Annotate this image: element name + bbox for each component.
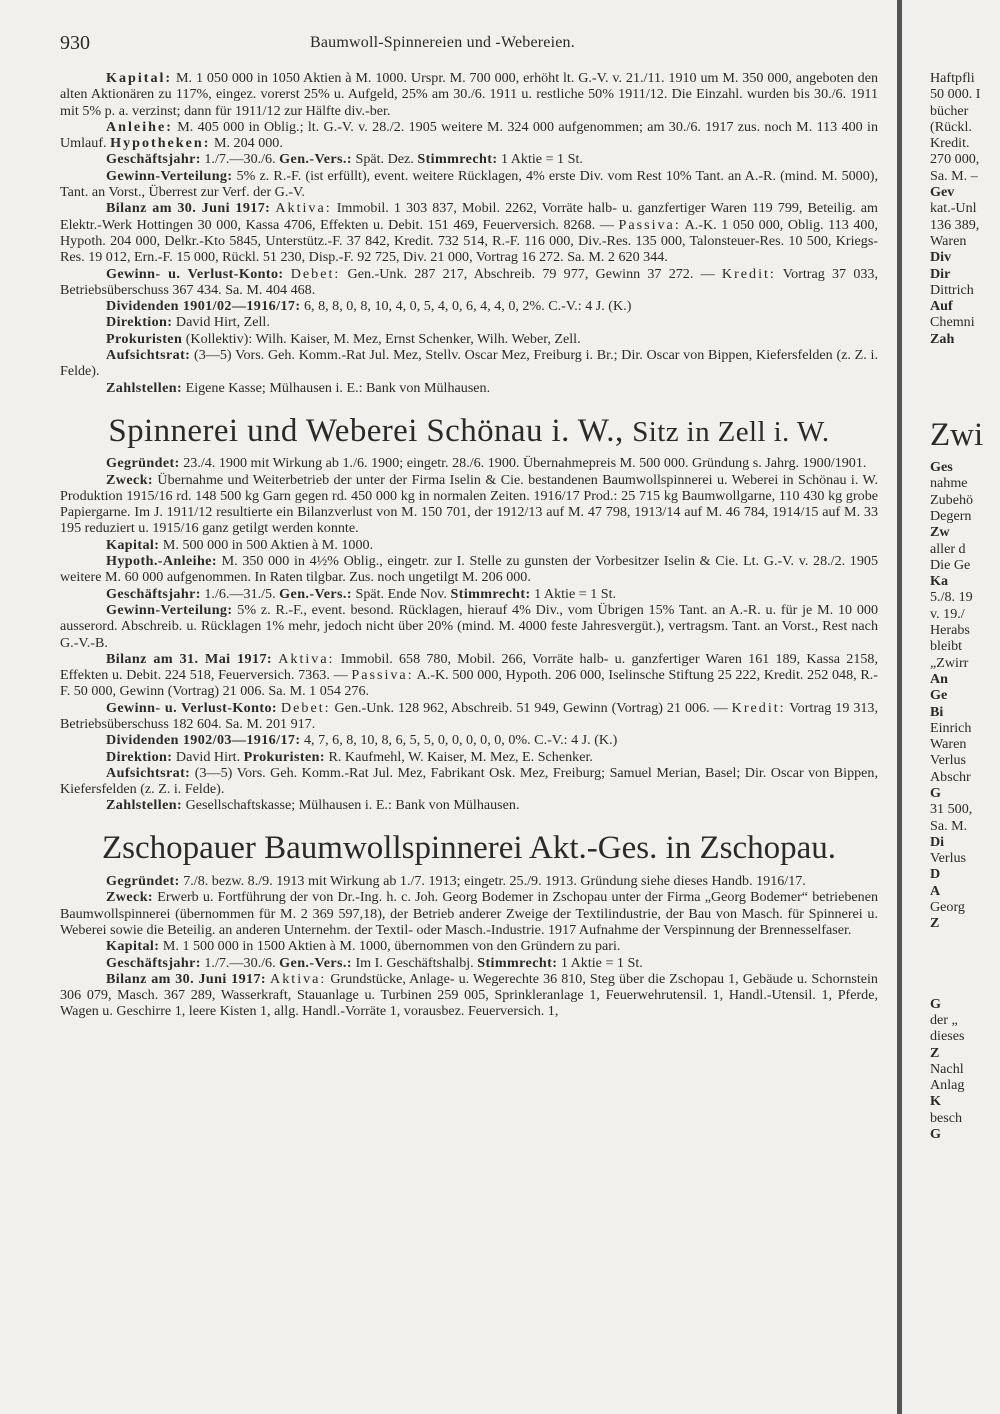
geschaeftsjahr-paragraph: Geschäftsjahr: 1./7.—30./6. Gen.-Vers.: Spät. Dez. Stimmrecht: 1 Aktie = 1 St. bbox=[106, 151, 583, 168]
kapital-paragraph: Kapital: M. 1 500 000 in 1500 Aktien à M. 1000, übernommen von den Gründern zu pari. bbox=[106, 938, 621, 955]
page-number: 930 bbox=[60, 32, 90, 54]
fragment-line: Ka bbox=[930, 573, 949, 590]
adjacent-page-fragment bbox=[930, 70, 1000, 1142]
page-gutter-divider bbox=[897, 0, 902, 1414]
fragment-line: Z bbox=[930, 915, 940, 932]
guv-paragraph: Gewinn- u. Verlust-Konto: Debet: Gen.-Unk. 128 962, Abschreib. 51 949, Gewinn (Vortrag) 21 006. — Kredit: Vortrag 19 313, Betriebsüberschuss 182 604. Sa. M. 201 917. bbox=[60, 699, 878, 732]
fragment-line: Zah bbox=[930, 330, 955, 347]
entry-schoenau bbox=[60, 412, 879, 814]
fragment-line: Waren bbox=[930, 232, 967, 249]
fragment-line: An bbox=[930, 670, 949, 687]
bilanz-paragraph: Bilanz am 31. Mai 1917: Aktiva: Immobil. 658 780, Mobil. 266, Vorräte halb- u. ganzfertiger Waren 161 189, Kassa 2158, Effekten u. Debit. 224 518, Feuerversich. 7363. — Passiva: A.-K. 500 000, Hypoth. 206 000, Iselinsche Stiftung 25 222, Kredit. 252 048, R.-F. 50 000, Gewinn (Vortrag) 21 006. Sa. M. 1 054 276. bbox=[60, 650, 878, 700]
bilanz-paragraph: Bilanz am 30. Juni 1917: Aktiva: Grundstücke, Anlage- u. Wegerechte 36 810, Steg über die Zschopau 1, Gebäude u. Schornstein 306 079, Masch. 367 289, Wasserkraft, Stauanlage u. Turbinen 259 005, Sprinkleranlage 1, Feuerwehrutensil. 1, Handl.-Utensil. 1, Pferde, Wagen u. Geschirre 1, leere Kisten 1, allg. Handl.-Vorräte 1, vorausbez. Feuerversich. 1, bbox=[60, 970, 878, 1020]
direktion-paragraph: Direktion: David Hirt. Prokuristen: R. Kaufmehl, W. Kaiser, M. Mez, E. Schenker. bbox=[106, 748, 593, 765]
fragment-line: Di bbox=[930, 833, 945, 850]
fragment-line: Gev bbox=[930, 184, 955, 201]
fragment-line: Div bbox=[930, 249, 952, 266]
fragment-line: bücher bbox=[930, 102, 969, 119]
fragment-line: Herabs bbox=[930, 622, 970, 639]
fragment-line: kat.-Unl bbox=[930, 200, 977, 217]
fragment-line: Zubehö bbox=[930, 491, 974, 508]
fragment-line: Verlus bbox=[930, 850, 967, 867]
fragment-line: Waren bbox=[930, 736, 967, 753]
fragment-line: „Zwirr bbox=[930, 654, 969, 671]
gewinn-verteilung-paragraph: Gewinn-Verteilung: 5% z. R.-F. (ist erfüllt), event. weitere Rücklagen, 4% erste Div. vom Rest 10% Tant. an A.-R. (mind. M. 5000), Tant. an Vorst., Überrest zur Verf. der G.-V. bbox=[60, 167, 878, 201]
fragment-line: Haftpfli bbox=[930, 70, 975, 86]
fragment-line: 136 389, bbox=[930, 216, 980, 233]
geschaeftsjahr-paragraph: Geschäftsjahr: 1./6.—31./5. Gen.-Vers.: Spät. Ende Nov. Stimmrecht: 1 Aktie = 1 St. bbox=[106, 585, 617, 602]
gewinn-verteilung-paragraph: Gewinn-Verteilung: 5% z. R.-F., event. besond. Rücklagen, hierauf 4% Div., vom Übrigen 15% Tant. an A.-R. u. für je M. 10 000 ausserord. Abschreib. u. Rücklagen 1% mehr, jedoch nicht über 20% (mind. M. 4000 feste Jahresvergüt.), vertragsm. Tant. an Vorst., Rest nach G.-V.-B. bbox=[60, 601, 879, 651]
kapital-paragraph: Kapital: M. 500 000 in 500 Aktien à M. 1000. bbox=[106, 536, 374, 553]
main-column bbox=[60, 70, 878, 1020]
zweck-paragraph: Zweck: Übernahme und Weiterbetrieb der unter der Firma Iselin & Cie. bestandenen Baumwollspinnerei u. Weberei in Schönau i. W. Produktion 1915/16 rd. 148 500 kg Garn gegen rd. 450 000 kg in normalen Zeiten. 1916/17 Prod.: 25 715 kg Baumwollgarne, 110 430 kg grobe Papiergarne. Im J. 1911/12 resultierte ein Bilanzverlust von M. 150 701, der 1912/13 auf M. 47 798, 1913/14 auf M. 46 784, 1914/15 auf M. 33 195 reduziert u. 1915/16 ganz getilgt werden konnte. bbox=[60, 471, 879, 537]
fragment-gap bbox=[930, 347, 1000, 379]
fragment-line: G bbox=[930, 784, 941, 801]
fragment-line: Dir bbox=[930, 265, 951, 282]
geschaeftsjahr-paragraph: Geschäftsjahr: 1./7.—30./6. Gen.-Vers.: Im I. Geschäftshalbj. Stimmrecht: 1 Aktie = 1 St. bbox=[106, 954, 643, 971]
bilanz-paragraph: Bilanz am 30. Juni 1917: Aktiva: Immobil. 1 303 837, Mobil. 2262, Vorräte halb- u. ganzfertiger Waren 119 799, Beteilig. am Elektr.-Werk Hottingen 30 000, Kassa 4706, Effekten u. Debit. 151 469, Feuerversich. 8268. — Passiva: A.-K. 1 050 000, Oblig. 113 400, Hypoth. 204 000, Delkr.-Kto 5845, Unterstütz.-F. 37 842, Kredit. 732 514, R.-F. 116 000, Div.-Res. 135 000, Talonsteuer-Res. 10 500, Kriegs-Res. 19 012, Ern.-F. 15 000, Rückl. 51 230, Disp.-F. 92 725, Div. 21 000, Vortrag 16 272. Sa. M. 2 620 344. bbox=[60, 200, 879, 266]
direktion-paragraph: Direktion: David Hirt, Zell. bbox=[106, 314, 270, 331]
fragment-line: D bbox=[930, 866, 941, 883]
guv-paragraph: Gewinn- u. Verlust-Konto: Debet: Gen.-Unk. 287 217, Abschreib. 79 977, Gewinn 37 272. — Kredit: Vortrag 37 033, Betriebsüberschuss 367 434. Sa. M. 404 468. bbox=[60, 265, 878, 298]
fragment-line: Degern bbox=[930, 507, 972, 524]
fragment-line: aller d bbox=[930, 540, 966, 557]
fragment-line: der „ bbox=[930, 1011, 958, 1028]
fragment-line: 50 000. I bbox=[930, 86, 981, 103]
fragment-line: Georg bbox=[930, 899, 965, 916]
zweck-paragraph: Zweck: Erwerb u. Fortführung der von Dr.-Ing. h. c. Joh. Georg Bodemer in Zschopau unter der Firma „Georg Bodemer“ betriebenen Baumwollspinnerei (übernommen für M. 2 369 597,18), der Betrieb anderer Zweige der Textilindustrie, der Bau von Masch. für Spinnerei u. Weberei sowie die Beteilig. an anderen Unternehm. der Textil- oder Masch.-Industrie. 1917 Aufnahme der Verspinnung der Brennesselfaser. bbox=[60, 889, 878, 938]
fragment-line: Sa. M. – bbox=[930, 167, 978, 184]
fragment-gap bbox=[930, 932, 1000, 964]
fragment-gap bbox=[930, 964, 1000, 996]
zahlstellen-paragraph: Zahlstellen: Eigene Kasse; Mülhausen i. E.: Bank von Mülhausen. bbox=[106, 379, 491, 396]
zahlstellen-paragraph: Zahlstellen: Gesellschaftskasse; Mülhausen i. E.: Bank von Mülhausen. bbox=[106, 797, 520, 814]
entry-continued bbox=[60, 70, 878, 396]
fragment-line: Auf bbox=[930, 298, 953, 315]
fragment-line: Einrich bbox=[930, 719, 972, 736]
fragment-title: Zwi bbox=[930, 417, 984, 454]
anleihe-paragraph: Anleihe: M. 405 000 in Oblig.; lt. G.-V. v. 28./2. 1905 weitere M. 324 000 aufgenommen; am 30./6. 1917 zus. noch M. 113 400 in Umlauf. Hypotheken: M. 204 000. bbox=[60, 118, 878, 152]
fragment-line: Kredit. bbox=[930, 135, 970, 152]
running-head: Baumwoll-Spinnereien und -Webereien. bbox=[310, 34, 575, 51]
fragment-line: Anlag bbox=[930, 1077, 965, 1094]
fragment-gap bbox=[930, 379, 1000, 411]
prokuristen-paragraph: Prokuristen (Kollektiv): Wilh. Kaiser, M. Mez, Ernst Schenker, Wilh. Weber, Zell. bbox=[106, 330, 581, 347]
fragment-line: 5./8. 19 bbox=[930, 589, 973, 606]
fragment-line: Die Ge bbox=[930, 556, 971, 573]
fragment-line: Bi bbox=[930, 703, 944, 720]
gegruendet-paragraph: Gegründet: 7./8. bezw. 8./9. 1913 mit Wirkung ab 1./7. 1913; eingetr. 25./9. 1913. Gründung siehe dieses Handb. 1916/17. bbox=[106, 873, 806, 890]
fragment-line: G bbox=[930, 995, 941, 1012]
fragment-line: Verlus bbox=[930, 752, 967, 769]
fragment-line: dieses bbox=[930, 1028, 965, 1045]
hypoth-anleihe-paragraph: Hypoth.-Anleihe: M. 350 000 in 4½% Oblig., eingetr. zur I. Stelle zu gunsten der Vorbesitzer Iselin & Cie. Lt. G.-V. v. 28./2. 1905 weitere M. 60 000 aufgenommen. In Raten tilgbar. Zus. noch ungetilgt M. 206 000. bbox=[60, 553, 878, 586]
fragment-line: 31 500, bbox=[930, 801, 973, 818]
fragment-line: nahme bbox=[930, 475, 968, 492]
fragment-line: Ges bbox=[930, 459, 953, 476]
gegruendet-paragraph: Gegründet: 23./4. 1900 mit Wirkung ab 1./6. 1900; eingetr. 28./6. 1900. Übernahmepreis M. 500 000. Gründung s. Jahrg. 1900/1901. bbox=[106, 455, 867, 472]
fragment-line: bleibt bbox=[930, 638, 963, 655]
entry-title: Spinnerei und Weberei Schönau i. W., Sitz in Zell i. W. bbox=[108, 412, 830, 449]
dividenden-paragraph: Dividenden 1902/03—1916/17: 4, 7, 6, 8, 10, 8, 6, 5, 5, 0, 0, 0, 0, 0, 0%. C.-V.: 4 J. (K.) bbox=[106, 732, 618, 749]
fragment-line: Dittrich bbox=[930, 281, 974, 298]
fragment-line: Sa. M. bbox=[930, 817, 968, 834]
fragment-line: K bbox=[930, 1093, 941, 1110]
fragment-line: Z bbox=[930, 1044, 940, 1061]
aufsichtsrat-paragraph: Aufsichtsrat: (3—5) Vors. Geh. Komm.-Rat Jul. Mez, Fabrikant Osk. Mez, Freiburg; Samuel Merian, Basel; Dir. Oscar von Bippen, Kiefersfelden (z. Z. i. Felde). bbox=[60, 764, 879, 798]
entry-title: Zschopauer Baumwollspinnerei Akt.-Ges. in Zschopau. bbox=[101, 829, 837, 866]
fragment-line: 270 000, bbox=[930, 151, 980, 168]
fragment-line: v. 19./ bbox=[930, 605, 965, 622]
fragment-line: Nachl bbox=[930, 1060, 964, 1077]
aufsichtsrat-paragraph: Aufsichtsrat: (3—5) Vors. Geh. Komm.-Rat Jul. Mez, Stellv. Oscar Mez, Freiburg i. Br.; Dir. Oscar von Bippen, Kiefersfelden (z. Z. i. Felde). bbox=[60, 347, 878, 380]
dividenden-paragraph: Dividenden 1901/02—1916/17: 6, 8, 8, 0, 8, 10, 4, 0, 5, 4, 0, 6, 4, 4, 0, 2%. C.-V.: 4 J. (K.) bbox=[106, 298, 632, 315]
fragment-line: Zw bbox=[930, 524, 950, 541]
fragment-line: Abschr bbox=[930, 768, 971, 785]
fragment-line: Ge bbox=[930, 687, 948, 704]
fragment-line: G bbox=[930, 1126, 941, 1143]
fragment-line: A bbox=[930, 882, 941, 899]
fragment-line: besch bbox=[930, 1109, 963, 1126]
kapital-paragraph: Kapital: M. 1 050 000 in 1050 Aktien à M. 1000. Urspr. M. 700 000, erhöht lt. G.-V. v. 21./11. 1910 um M. 350 000, angeboten den alten Aktionären zu 117%, eingez. vorerst 25% u. Aufgeld, 25% am 30./6. 1911 u. restliche 50% 1911/12. Die Einzahl. wurden bis 30./6. 1911 mit 5% p. a. verzinst; dann für 1911/12 zur Hälfte div.-ber. bbox=[60, 70, 879, 119]
entry-zschopau bbox=[60, 829, 878, 1020]
fragment-line: Chemni bbox=[930, 314, 975, 331]
fragment-line: (Rückl. bbox=[930, 118, 972, 135]
